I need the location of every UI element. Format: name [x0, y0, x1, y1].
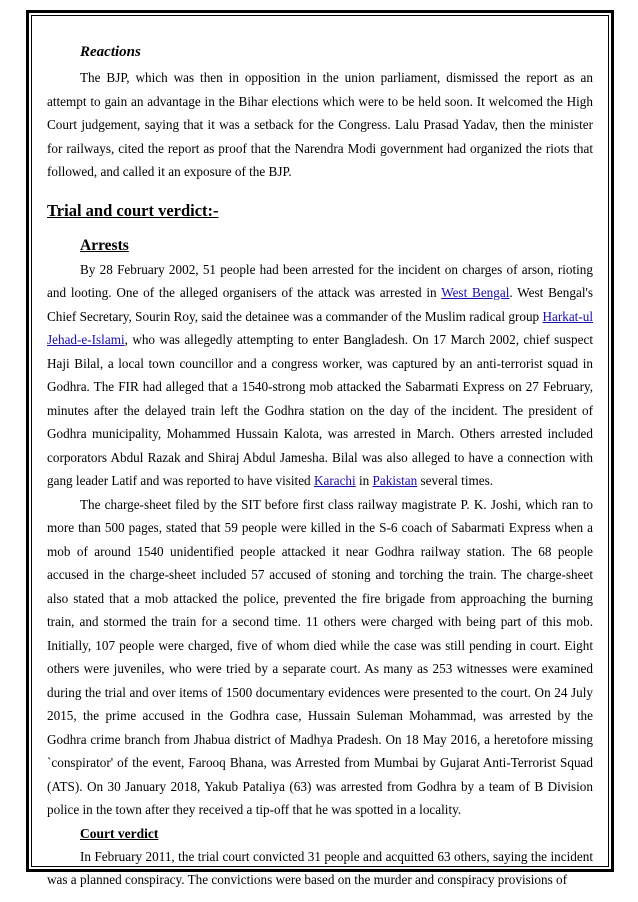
reactions-heading: Reactions — [80, 44, 141, 60]
arrests-paragraph-2: The charge-sheet filed by the SIT before first class railway magistrate P. K. Joshi, which ran to more than 500 pages, stated that 59 people were killed in the S-6 coach of Sabarmati Express when a mob of around 1540 unidentified people attacked it near Godhra railway station. The 68 people accused in the charge-sheet included 57 accused of stoning and torching the train. The charge-sheet also stated that a mob attacked the police, prevented the fire brigade from approaching the burning train, and stormed the train for a second time. 11 others were charged with being part of this mob. Initially, 107 people were charged, five of whom died while the case was still pending in court. Eight others were juveniles, who were tried by a separate court. As many as 253 witnesses were examined during the trial and over items of 1500 documentary evidences were presented to the court. On 24 July 2015, the prime accused in the Godhra case, Hussain Suleman Mohammad, was arrested by the Godhra crime branch from Jhabua district of Madhya Pradesh. On 18 May 2016, a heretofore missing `conspirator' of the event, Farooq Bhana, was Arrested from Mumbai by Gujarat Anti-Terrorist Squad (ATS). On 30 January 2018, Yakub Pataliya (63) was arrested from Godhra by a team of B Division police in the town after they received a tip-off that he was spotted in a locality. — [47, 496, 593, 817]
arrests-text-a: By 28 February 2002, 51 people had been arrested for the incident on charges of arson, rioting and looting. One of the alleged organisers of the attack was arrested in — [47, 261, 593, 300]
trial-heading: Trial and court verdict:- — [47, 200, 219, 220]
link-pakistan[interactable]: Pakistan — [372, 473, 418, 488]
arrests-text-b: . West Bengal's Chief Secretary, Sourin Roy, said the detainee was a commander of the Muslim radical group — [47, 285, 593, 324]
court-verdict-heading: Court verdict — [80, 825, 159, 841]
page-content — [47, 42, 593, 892]
court-verdict-paragraph: In February 2011, the trial court convicted 31 people and acquitted 63 others, saying the incident was a planned conspiracy. The convictions were based on the murder and conspiracy provisions of — [47, 848, 593, 887]
reactions-paragraph: The BJP, which was then in opposition in the union parliament, dismissed the report as an attempt to gain an advantage in the Bihar elections which were to be held soon. It welcomed the High Court judgement, saying that it was a setback for the Congress. Lalu Prasad Yadav, then the minister for railways, cited the report as proof that the Narendra Modi government had organized the riots that followed, and called it an exposure of the BJP. — [47, 70, 593, 179]
link-west-bengal[interactable]: West Bengal — [441, 285, 510, 300]
link-harkat-ul-jehad-e-islami[interactable]: Harkat-ul Jehad-e-Islami — [47, 308, 593, 347]
link-karachi[interactable]: Karachi — [313, 473, 356, 488]
arrests-text-e: several times. — [417, 473, 494, 488]
arrests-heading: Arrests — [80, 236, 129, 254]
arrests-text-d: in — [355, 473, 373, 488]
arrests-text-c: , who was allegedly attempting to enter Bangladesh. On 17 March 2002, chief suspect Haji Bilal, a local town councillor and a congress worker, was captured by an anti-terrorist squad in Godhra. The FIR had alleged that a 1540-strong mob attacked the Sabarmati Express on 27 February, minutes after the delayed train left the Godhra station on the day of the incident. The president of Godhra municipality, Mohammed Hussain Kalota, was arrested in March. Others arrested included corporators Abdul Razak and Shiraj Abdul Jamesha. Bilal was also alleged to have a connection with gang leader Latif and was reported to have visited — [47, 332, 593, 488]
arrests-paragraph-1 — [47, 258, 593, 493]
